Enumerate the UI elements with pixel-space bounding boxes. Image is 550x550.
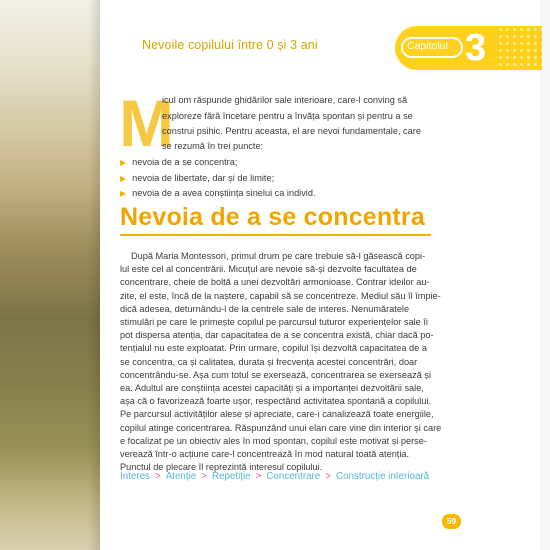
chapter-tab	[395, 26, 542, 70]
step-interes: Interes	[120, 471, 150, 482]
dot-pattern	[497, 26, 542, 70]
paragraph-line: lul este cel al concentrării. Micuțul are nevoie să-și dezvolte facultatea de	[120, 264, 417, 275]
chapter-number: 3	[465, 27, 487, 69]
paragraph-line: După Maria Montessori, primul drum pe care trebuie să-l găsească copi-	[131, 251, 426, 261]
progression-steps	[120, 471, 429, 482]
paragraph-line: ea. Adultul are conștiința acestei capacități și a importanței dezvoltării sale,	[120, 383, 424, 393]
section-title: Nevoia de a se concentra	[120, 203, 425, 231]
triangle-bullet-icon: ▶	[120, 189, 127, 198]
paragraph-line: se concentra, ca și calitatea, durata și frecvența acestei concentrări, doar	[120, 356, 418, 367]
paragraph-line: stimulări pe care le primește copilul pe parcursul tuturor experiențelor sale îi	[120, 317, 428, 327]
intro-line: exploreze fără încetare pentru a învăța spontan și pentru a se	[162, 110, 413, 121]
page-number: 59	[442, 514, 461, 529]
list-item: ▶ nevoia de a avea conștiința sinelui ca individ.	[120, 188, 316, 198]
step-concentrare: Concentrare	[266, 471, 321, 482]
paragraph-line: așa că o favorizează foarte ușor, respectând activitatea spontană a copilului.	[120, 396, 432, 407]
step-constructie-interioara: Construcție interioară	[336, 471, 430, 482]
step-separator: >	[255, 471, 262, 482]
intro-line: icul om răspunde ghidărilor sale interioare, care-l conving să	[162, 95, 408, 105]
page-edge	[540, 0, 550, 550]
running-title: Nevoile copilului între 0 și 3 ani	[142, 38, 318, 52]
step-repetitie: Repetiție	[211, 471, 251, 482]
paragraph-line: copilul atinge concentrarea. Răspunzând unui elan care vine din interior și care	[120, 422, 442, 433]
paragraph-line: Pe parcursul activităților alese și apreciate, care-i canalizează toate energiile,	[120, 409, 434, 420]
paragraph-line: concentrare, cheie de boltă a unei dezvoltări armonioase. Contrar ideilor au-	[120, 277, 430, 288]
paragraph-line: pot dispersa atenția, dar capacitatea de a se concentra există, chiar dacă po-	[120, 330, 434, 341]
step-separator: >	[154, 471, 161, 482]
step-separator: >	[201, 471, 207, 482]
intro-line: se rezumă în trei puncte:	[162, 141, 264, 151]
triangle-bullet-icon: ▶	[120, 173, 127, 183]
svg-text:M: M	[119, 86, 174, 160]
intro-line: construi psihic. Pentru aceasta, el are nevoi fundamentale, care	[162, 126, 421, 136]
drop-cap	[118, 86, 174, 160]
list-item: ▶ nevoia de a se concentra;	[120, 157, 238, 167]
paragraph-line: e focalizat pe un obiectiv ales în mod spontan, copilul este motivat și perse-	[120, 435, 427, 446]
paragraph-line: concentrându-se. Așa cum totul se exersează, concentrarea se exersează și	[120, 369, 432, 380]
photo-strip	[0, 0, 100, 550]
step-atentie: Atenție	[165, 471, 197, 482]
paragraph-line: verează într-o acțiune care-l concentrează în mod natural toată atenția.	[120, 449, 410, 459]
chapter-label: Capitolul	[407, 40, 448, 52]
bullet-list	[120, 155, 316, 202]
step-separator: >	[325, 471, 331, 482]
section-divider	[120, 234, 431, 236]
paragraph-line: Punctul de plecare îl reprezintă interesul copilului.	[120, 462, 323, 473]
paragraph-line: tențialul nu este exploatat. Prin urmare, copilul își dezvoltă capacitatea de a	[120, 343, 427, 354]
paragraph-line: zite, el este, încă de la naștere, capabil să se concentreze. Mediul său îl împie-	[120, 290, 441, 301]
triangle-bullet-icon: ▶	[120, 158, 127, 167]
paragraph-line: dică adesea, deturnându-l de la centrele sale de interes. Nenumăratele	[120, 303, 410, 314]
list-item: ▶ nevoia de libertate, dar și de limite;	[120, 172, 275, 183]
